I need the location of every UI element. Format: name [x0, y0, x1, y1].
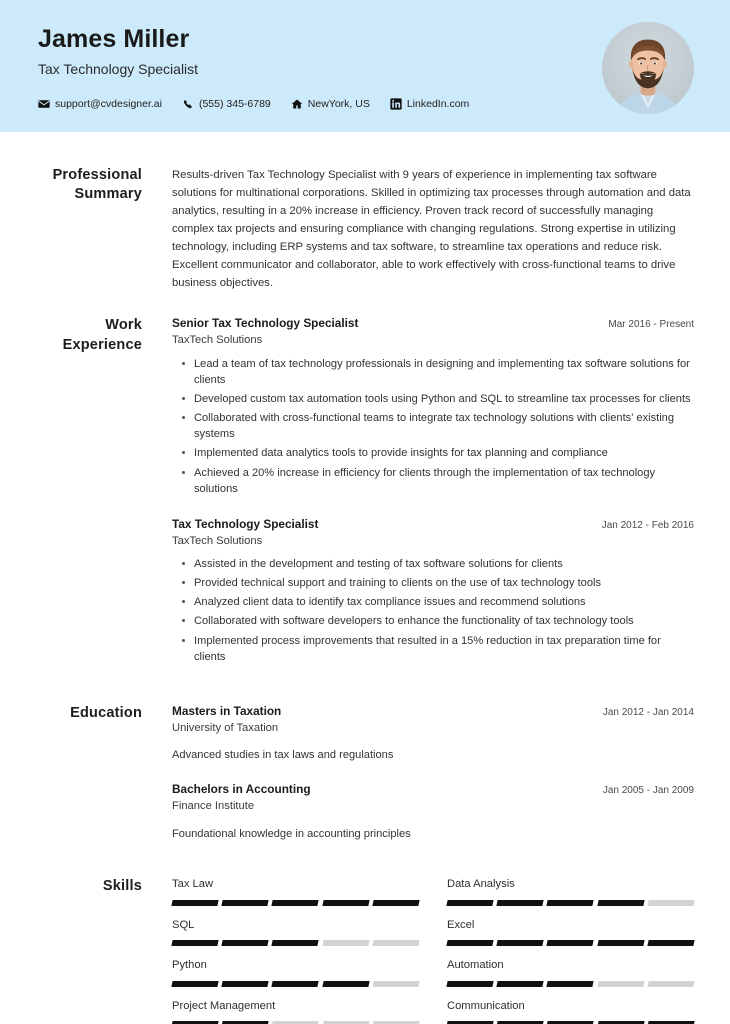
- skill-level-segment: [272, 900, 319, 906]
- skill-level-segment: [222, 940, 269, 946]
- skill-level-segment: [497, 900, 544, 906]
- section-label-skills: Skills: [102, 878, 142, 895]
- skill-level-segment: [171, 900, 218, 906]
- bullet-item: Provided technical support and training to clients on the use of tax technology tools: [194, 575, 694, 591]
- skill-level-segment: [446, 940, 493, 946]
- envelope-icon: [38, 98, 50, 110]
- skill-level-segment: [272, 981, 319, 987]
- skill-level-segment: [497, 981, 544, 987]
- resume-body: [0, 132, 730, 1024]
- education-date: Jan 2005 - Jan 2009: [602, 785, 694, 797]
- skill-item: [447, 918, 694, 959]
- skill-name: Data Analysis: [447, 878, 515, 891]
- skill-name: SQL: [172, 918, 195, 931]
- skill-item: [447, 877, 694, 918]
- bullet-item: Collaborated with cross-functional teams to integrate tax technology solutions with clients' existing systems: [194, 410, 694, 442]
- linkedin-icon: [390, 98, 402, 110]
- education-institution: University of Taxation: [172, 721, 279, 734]
- skill-level-segment: [597, 940, 644, 946]
- page-title: James Miller: [38, 25, 190, 53]
- skill-item: [172, 877, 419, 918]
- skills-grid: [172, 877, 694, 1024]
- education-description: Foundational knowledge in accounting principles: [172, 827, 411, 840]
- education-institution: Finance Institute: [172, 800, 255, 813]
- contact-item-phone[interactable]: [182, 98, 271, 110]
- skill-level-segment: [222, 900, 269, 906]
- skill-level-segment: [222, 981, 269, 987]
- work-entry-date: Jan 2012 - Feb 2016: [601, 519, 694, 531]
- contact-item-location[interactable]: [291, 98, 370, 110]
- section-professional-summary: [38, 132, 694, 292]
- work-entry-organization: TaxTech Solutions: [172, 534, 263, 547]
- job-title: Tax Technology Specialist: [38, 60, 199, 77]
- bullet-item: Analyzed client data to identify tax compliance issues and recommend solutions: [194, 594, 694, 610]
- skill-level-segment: [171, 981, 218, 987]
- skill-level-segment: [547, 940, 594, 946]
- skill-level-bar: [447, 940, 694, 946]
- education-entry: [172, 704, 694, 764]
- education-description: Advanced studies in tax laws and regulations: [172, 749, 394, 762]
- bullet-item: Assisted in the development and testing of tax software solutions for clients: [194, 556, 694, 572]
- section-work-experience: [38, 292, 694, 667]
- education-date: Jan 2012 - Jan 2014: [602, 706, 694, 718]
- work-entry-organization: TaxTech Solutions: [172, 334, 263, 347]
- phone-icon: [182, 98, 194, 110]
- skill-level-segment: [647, 940, 694, 946]
- skill-item: [172, 918, 419, 959]
- summary-text: Results-driven Tax Technology Specialist with 9 years of experience in implementing tax software solutions for multinational corporations. Skilled in optimizing tax processes through automation and data analytics, resulting in a 20% increase in efficiency. Proven track record of successfully managing complex tax projects and ensuring compliance with changing regulations. Strong expertise in utilizing technology, including ERP systems and tax software, to streamline tax operations and reduce risk. Excellent communicator and collaborator, able to work effectively with cross-functional teams to drive business objectives.: [172, 169, 691, 290]
- skill-name: Python: [172, 959, 207, 972]
- skill-item: [172, 999, 419, 1024]
- skill-level-segment: [171, 940, 218, 946]
- contact-row: [38, 98, 469, 110]
- skill-level-segment: [322, 981, 369, 987]
- bullet-item: Implemented process improvements that resulted in a 15% reduction in tax preparation time for clients: [194, 633, 694, 665]
- skill-level-segment: [597, 981, 644, 987]
- bullet-item: Lead a team of tax technology professionals in designing and implementing tax software solutions for clients: [194, 356, 694, 388]
- skill-item: [172, 958, 419, 999]
- skill-level-segment: [647, 900, 694, 906]
- section-skills: [38, 842, 694, 1024]
- work-entry-title: Senior Tax Technology Specialist: [172, 316, 359, 331]
- bullet-item: Collaborated with software developers to enhance the functionality of tax technology tools: [194, 613, 694, 629]
- home-icon: [291, 98, 303, 110]
- education-degree: Masters in Taxation: [172, 703, 282, 718]
- section-label-education: Education: [70, 704, 142, 721]
- section-education: [38, 668, 694, 842]
- skill-name: Communication: [447, 999, 525, 1012]
- skill-level-segment: [497, 940, 544, 946]
- skill-level-segment: [322, 900, 369, 906]
- contact-item-email[interactable]: [38, 98, 162, 110]
- contact-location-label: NewYork, US: [307, 98, 370, 111]
- skill-level-segment: [547, 900, 594, 906]
- skill-level-segment: [372, 981, 419, 987]
- work-entry: [172, 316, 694, 496]
- skill-name: Automation: [447, 959, 504, 972]
- skill-level-bar: [172, 981, 419, 987]
- skill-level-segment: [372, 940, 419, 946]
- work-entry-bullets: [172, 556, 694, 664]
- bullet-item: Developed custom tax automation tools using Python and SQL to streamline tax processes for clients: [194, 391, 694, 407]
- section-label-summary: Professional Summary: [52, 167, 142, 203]
- avatar: [602, 22, 694, 114]
- education-degree: Bachelors in Accounting: [172, 782, 311, 797]
- skill-name: Excel: [447, 918, 475, 931]
- skill-level-bar: [172, 940, 419, 946]
- skill-level-bar: [447, 900, 694, 906]
- work-entry-bullets: [172, 356, 694, 497]
- contact-linkedin-label: LinkedIn.com: [406, 98, 470, 111]
- skill-level-segment: [597, 900, 644, 906]
- resume-header: [0, 0, 730, 132]
- bullet-item: Implemented data analytics tools to provide insights for tax planning and compliance: [194, 445, 694, 461]
- contact-email-label: support@cvdesigner.ai: [55, 98, 162, 111]
- skill-level-bar: [447, 981, 694, 987]
- education-entry: [172, 782, 694, 842]
- skill-level-segment: [446, 981, 493, 987]
- skill-level-segment: [647, 981, 694, 987]
- work-entry-date: Mar 2016 - Present: [608, 319, 694, 331]
- contact-phone-label: (555) 345-6789: [198, 98, 271, 111]
- skill-item: [447, 958, 694, 999]
- contact-item-linkedin[interactable]: [390, 98, 469, 110]
- skill-level-segment: [272, 940, 319, 946]
- section-label-work: Work Experience: [62, 317, 142, 353]
- skill-name: Tax Law: [172, 878, 214, 891]
- skill-level-segment: [322, 940, 369, 946]
- skill-level-segment: [372, 900, 419, 906]
- skill-level-segment: [547, 981, 594, 987]
- skill-name: Project Management: [172, 999, 276, 1012]
- header-text-block: [38, 20, 469, 110]
- skill-level-segment: [446, 900, 493, 906]
- bullet-item: Achieved a 20% increase in efficiency for clients through the implementation of tax technology solutions: [194, 465, 694, 497]
- work-entry: [172, 517, 694, 665]
- skill-level-bar: [172, 900, 419, 906]
- work-entry-title: Tax Technology Specialist: [172, 516, 319, 531]
- skill-item: [447, 999, 694, 1024]
